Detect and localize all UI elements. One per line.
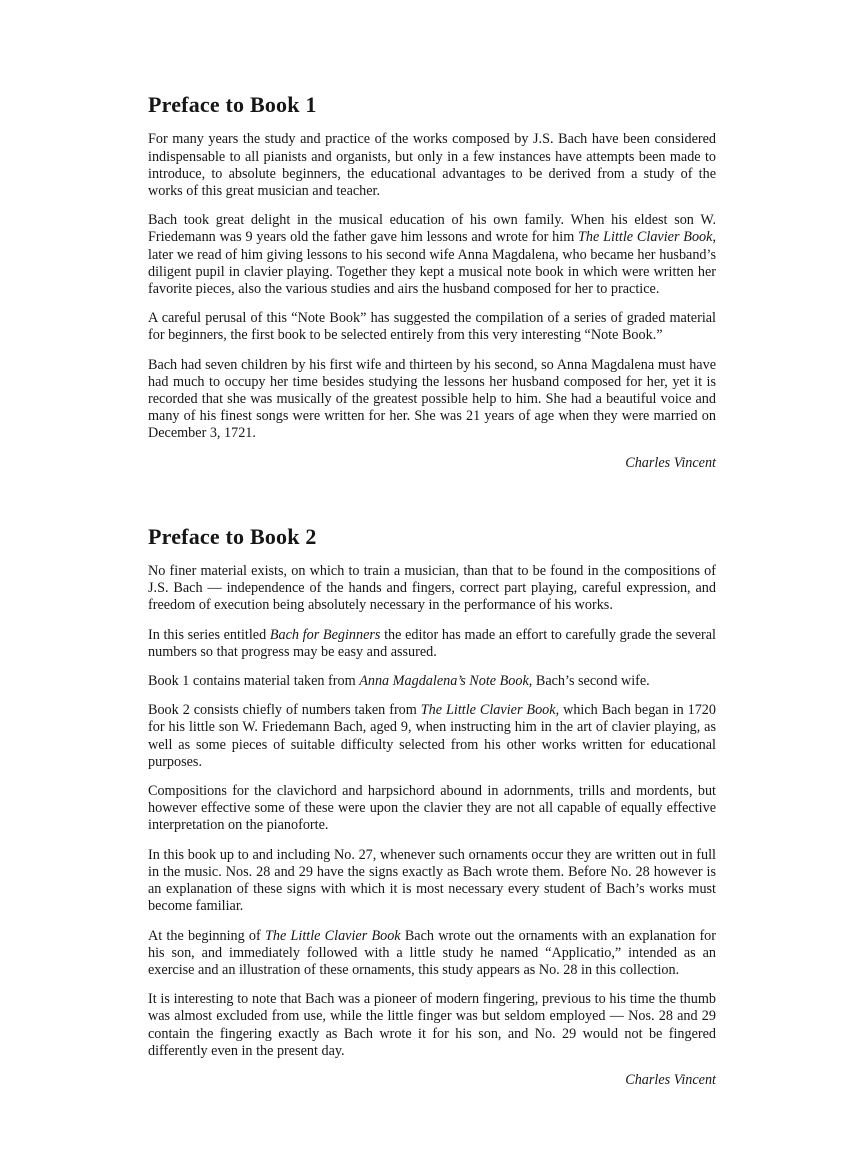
paragraph: No finer material exists, on which to train a musician, than that to be found in the compositions of J.S. Bach — independence of the hands and fingers, correct part playing, careful expression, and freedom of execution being absolutely necessary in the performance of his works. [148, 563, 716, 614]
paragraph: Book 2 consists chiefly of numbers taken from The Little Clavier Book, which Bach began in 1720 for his little son W. Friedemann Bach, aged 9, when instructing him in the art of clavier playing, as well as some pieces of suitable difficulty selected from his other works written for educational purposes. [148, 702, 716, 770]
author-signature: Charles Vincent [625, 454, 716, 471]
author-signature: Charles Vincent [625, 1071, 716, 1088]
paragraph: A careful perusal of this “Note Book” has suggested the compilation of a series of graded material for beginners, the first book to be selected entirely from this very interesting “Note Book.” [148, 310, 716, 344]
paragraph: For many years the study and practice of the works composed by J.S. Bach have been considered indispensable to all pianists and organists, but only in a few instances have attempts been made to introduce, to absolute beginners, the educational advantages to be derived from a study of the works of this great musician and teacher. [148, 131, 716, 199]
paragraph: In this book up to and including No. 27, whenever such ornaments occur they are written out in full in the music. Nos. 28 and 29 have the signs exactly as Bach wrote them. Before No. 28 however is an explanation of these signs with which it is most necessary every student of Bach’s works must become familiar. [148, 846, 716, 915]
preface-book-2-heading: Preface to Book 2 [148, 523, 317, 549]
paragraph: Bach had seven children by his first wife and thirteen by his second, so Anna Magdalena must have had much to occupy her time besides studying the lessons her husband composed for her, yet it is recorded that she was musically of the greatest possible help to him. She had a beautiful voice and many of his finest songs were written for her. She was 21 years of age when they were married on December 3, 1721. [148, 356, 716, 442]
paragraph: Book 1 contains material taken from Anna Magdalena’s Note Book, Bach’s second wife. [148, 673, 650, 690]
paragraph: In this series entitled Bach for Beginners the editor has made an effort to carefully grade the several numbers so that progress may be easy and assured. [148, 626, 716, 660]
preface-book-1-heading: Preface to Book 1 [148, 92, 317, 117]
preface-book-2-section [148, 524, 716, 1089]
paragraph: Bach took great delight in the musical education of his own family. When his eldest son W. Friedemann was 9 years old the father gave him lessons and wrote for him The Little Clavier Book, later we read of him giving lessons to his second wife Anna Magdalena, who became her husband’s diligent pupil in clavier playing. Together they kept a musical note book in which were written her favorite pieces, also the various studies and airs the husband composed for her to practice. [148, 212, 716, 297]
paragraph: Compositions for the clavichord and harpsichord abound in adornments, trills and mordents, but however effective some of these were upon the clavier they are not all capable of equally effective interpretation on the pianoforte. [148, 783, 716, 834]
preface-book-1-section [148, 92, 716, 472]
paragraph: At the beginning of The Little Clavier Book Bach wrote out the ornaments with an explanation for his son, and immediately followed with a little study he named “Applicatio,” intended as an exercise and an illustration of these ornaments, this study appears as No. 28 in this collection. [148, 927, 716, 978]
paragraph: It is interesting to note that Bach was a pioneer of modern fingering, previous to his time the thumb was almost excluded from use, while the little finger was but seldom employed — Nos. 28 and 29 contain the fingering exactly as Bach wrote it for his son, and No. 29 would not be fingered differently even in the present day. [148, 991, 716, 1059]
